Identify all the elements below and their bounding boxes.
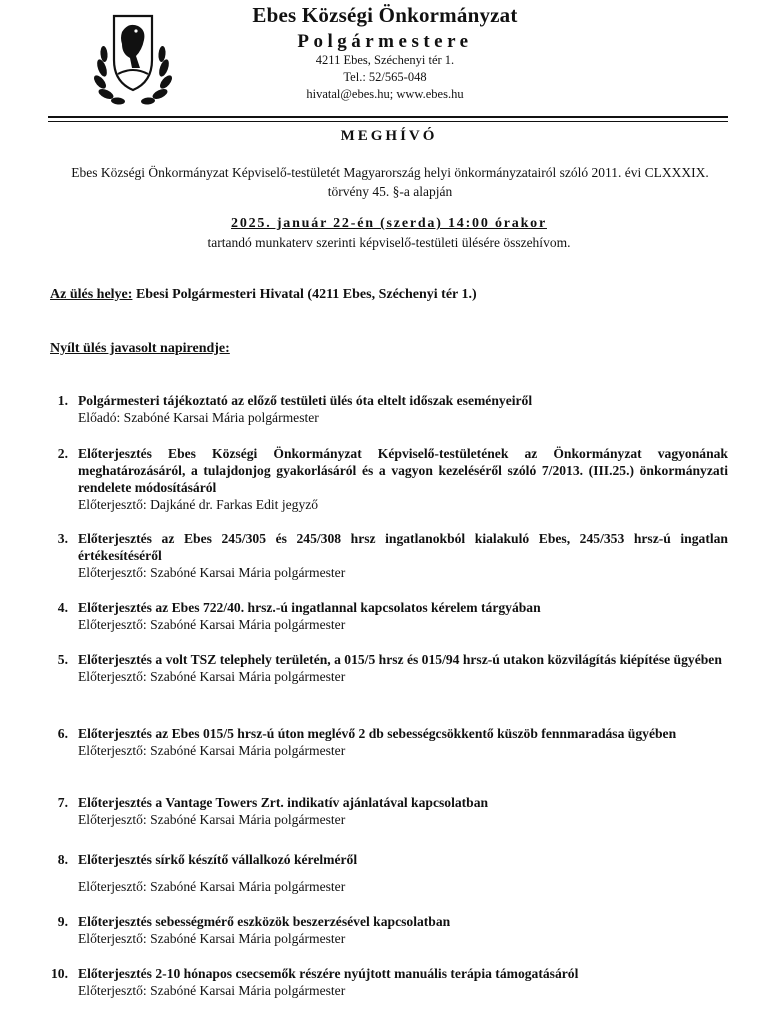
agenda-item-presenter: Előadó: Szabóné Karsai Mária polgármester xyxy=(78,410,319,425)
phone: Tel.: 52/565-048 xyxy=(343,70,427,84)
agenda-item-number: 8. xyxy=(57,852,68,867)
agenda-item-presenter: Előterjesztő: Szabóné Karsai Mária polgármester xyxy=(78,812,346,827)
org-name: Ebes Községi Önkormányzat xyxy=(252,3,518,27)
agenda-item-title: Előterjesztés az Ebes 722/40. hrsz.-ú ingatlannal kapcsolatos kérelem tárgyában xyxy=(78,600,541,615)
agenda-item-title: Polgármesteri tájékoztató az előző testületi ülés óta eltelt időszak eseményeiről xyxy=(78,393,533,408)
contact: hivatal@ebes.hu; www.ebes.hu xyxy=(306,87,464,101)
agenda-item-presenter: Előterjesztő: Szabóné Karsai Mária polgármester xyxy=(78,669,346,684)
meeting-venue xyxy=(50,287,477,303)
venue-label: Az ülés helye: xyxy=(50,287,133,302)
agenda-item-number: 7. xyxy=(57,795,68,810)
agenda-item-number: 1. xyxy=(57,393,68,408)
agenda-item-title: Előterjesztés a volt TSZ telephely területén, a 015/5 hrsz és 015/94 hrsz-ú utakon közvilágítás kiépítése ügyében xyxy=(78,652,722,667)
agenda-item-title: Előterjesztés Ebes Községi Önkormányzat Képviselő-testületének az Önkormányzat vagyonának meghatározásáról, a tulajdonjog gyakorlásáról és a vagyon kezeléséről szóló 7/2013. (III.25.) önkormányzati rendelete módosításáról xyxy=(78,446,728,495)
coat-of-arms-icon xyxy=(92,10,174,106)
agenda-item-title: Előterjesztés sírkő készítő vállalkozó kérelméről xyxy=(78,852,358,867)
document-heading: MEGHÍVÓ xyxy=(340,128,438,144)
address: 4211 Ebes, Széchenyi tér 1. xyxy=(315,53,455,67)
agenda-item-title: Előterjesztés az Ebes 015/5 hrsz-ú úton meglévő 2 db sebességcsökkentő küszöb fennmaradása ügyében xyxy=(78,726,677,741)
meeting-description: tartandó munkaterv szerinti képviselő-testületi ülésére összehívom. xyxy=(207,235,571,250)
agenda-item-presenter: Előterjesztő: Szabóné Karsai Mária polgármester xyxy=(78,743,346,758)
agenda-item-number: 6. xyxy=(57,726,68,741)
agenda-item-title: Előterjesztés az Ebes 245/305 és 245/308 hrsz ingatlanokból kialakuló Ebes, 245/353 hrsz-ú ingatlan értékesítéséről xyxy=(78,531,728,563)
agenda-item-number: 2. xyxy=(57,446,68,461)
agenda-item-presenter: Előterjesztő: Szabóné Karsai Mária polgármester xyxy=(78,983,346,998)
agenda-item-presenter: Előterjesztő: Szabóné Karsai Mária polgármester xyxy=(78,931,346,946)
header-divider-thin xyxy=(48,121,728,122)
venue-value: Ebesi Polgármesteri Hivatal (4211 Ebes, Széchenyi tér 1.) xyxy=(135,287,477,302)
agenda-item-number: 10. xyxy=(51,966,68,981)
agenda-item-title: Előterjesztés sebességmérő eszközök beszerzésével kapcsolatban xyxy=(78,914,451,929)
agenda-item-number: 3. xyxy=(57,531,68,546)
agenda-item-number: 4. xyxy=(57,600,68,615)
agenda-item-title: Előterjesztés a Vantage Towers Zrt. indikatív ajánlatával kapcsolatban xyxy=(78,795,489,810)
intro-text: Ebes Községi Önkormányzat Képviselő-testületét Magyarország helyi önkormányzatairól szóló 2011. évi CLXXXIX. törvény 45. §-a alapján xyxy=(71,165,709,199)
agenda-item-presenter: Előterjesztő: Szabóné Karsai Mária polgármester xyxy=(78,565,346,580)
agenda-item-title: Előterjesztés 2-10 hónapos csecsemők részére nyújtott manuális terápia támogatásáról xyxy=(78,966,579,981)
office-title: Polgármestere xyxy=(297,31,473,52)
agenda-item-number: 9. xyxy=(57,914,68,929)
agenda-item-presenter: Előterjesztő: Dajkáné dr. Farkas Edit jegyző xyxy=(78,497,319,512)
agenda-item-number: 5. xyxy=(57,652,68,667)
agenda-heading: Nyílt ülés javasolt napirendje: xyxy=(50,341,230,356)
header-divider-thick xyxy=(48,116,728,118)
agenda-item-presenter: Előterjesztő: Szabóné Karsai Mária polgármester xyxy=(78,617,346,632)
agenda-item-presenter: Előterjesztő: Szabóné Karsai Mária polgármester xyxy=(78,879,346,894)
meeting-datetime: 2025. január 22-én (szerda) 14:00 órakor xyxy=(231,216,547,231)
